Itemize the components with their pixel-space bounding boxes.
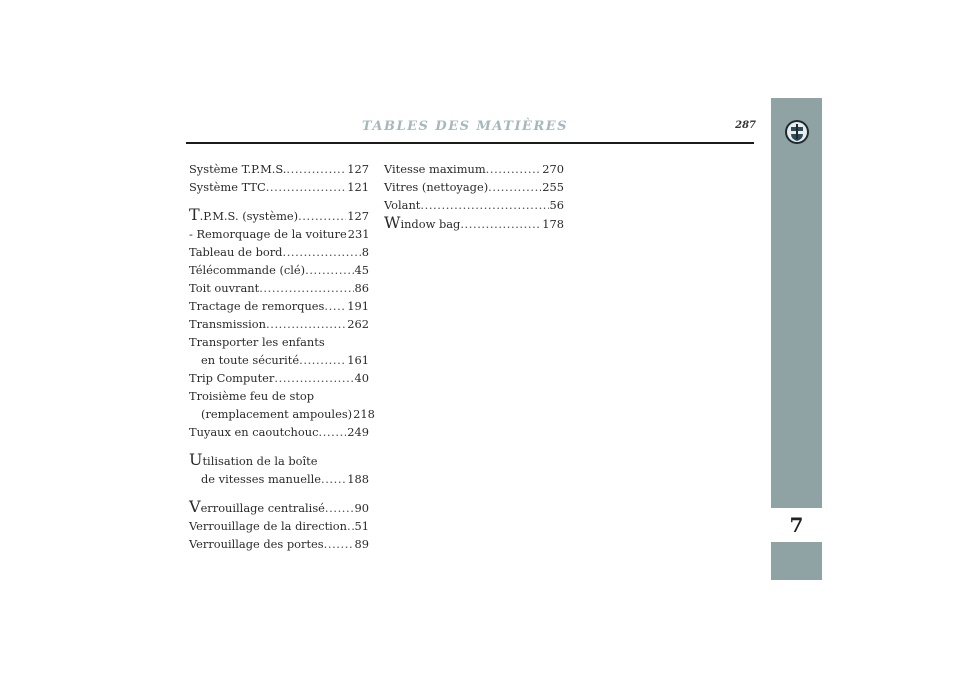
index-entry: Verrouillage de la direction ..... 51 — [189, 517, 369, 535]
index-entry: Toit ouvrant ..... 86 — [189, 279, 369, 297]
lancia-shield-icon — [784, 119, 810, 145]
index-entry: Volant ..... 56 — [384, 196, 564, 214]
index-entry: T.P.M.S. (système) ..... 127 — [189, 206, 369, 225]
chapter-sidebar — [771, 98, 822, 580]
index-entry: Tractage de remorques ..... 191 — [189, 297, 369, 315]
page-header-title: TABLES DES MATIÈRES — [361, 119, 569, 134]
index-entry: Tableau de bord ..... 8 — [189, 243, 369, 261]
index-entry: Télécommande (clé) ..... 45 — [189, 261, 369, 279]
index-entry: Système T.P.M.S. ..... 127 — [189, 160, 369, 178]
index-entry: Verrouillage centralisé ..... 90 — [189, 498, 369, 517]
index-entry: Troisième feu de stop (remplacement ampoules) 218 — [189, 389, 375, 421]
index-entry: - Remorquage de la voiture 231 — [189, 227, 370, 241]
index-entry: Transporter les enfants en toute sécurité ..... 161 — [189, 333, 369, 369]
index-entry: Utilisation de la boîte de vitesses manuelle ..... 188 — [189, 451, 369, 488]
page-number: 287 — [735, 120, 756, 131]
index-entry: Vitesse maximum ..... 270 — [384, 160, 564, 178]
index-entry: Trip Computer ..... 40 — [189, 369, 369, 387]
index-entry: Tuyaux en caoutchouc ..... 249 — [189, 423, 369, 441]
index-entry: Transmission ..... 262 — [189, 315, 369, 333]
chapter-number: 7 — [789, 513, 804, 537]
index-entry: Verrouillage des portes ..... 89 — [189, 535, 369, 553]
index-right-column — [384, 160, 564, 233]
index-entry: Window bag ..... 178 — [384, 214, 564, 233]
index-entry: Système TTC ..... 121 — [189, 178, 369, 196]
chapter-tab[interactable] — [771, 508, 822, 542]
header-rule — [186, 142, 754, 144]
index-entry: Vitres (nettoyage) ..... 255 — [384, 178, 564, 196]
index-left-column — [189, 160, 375, 553]
